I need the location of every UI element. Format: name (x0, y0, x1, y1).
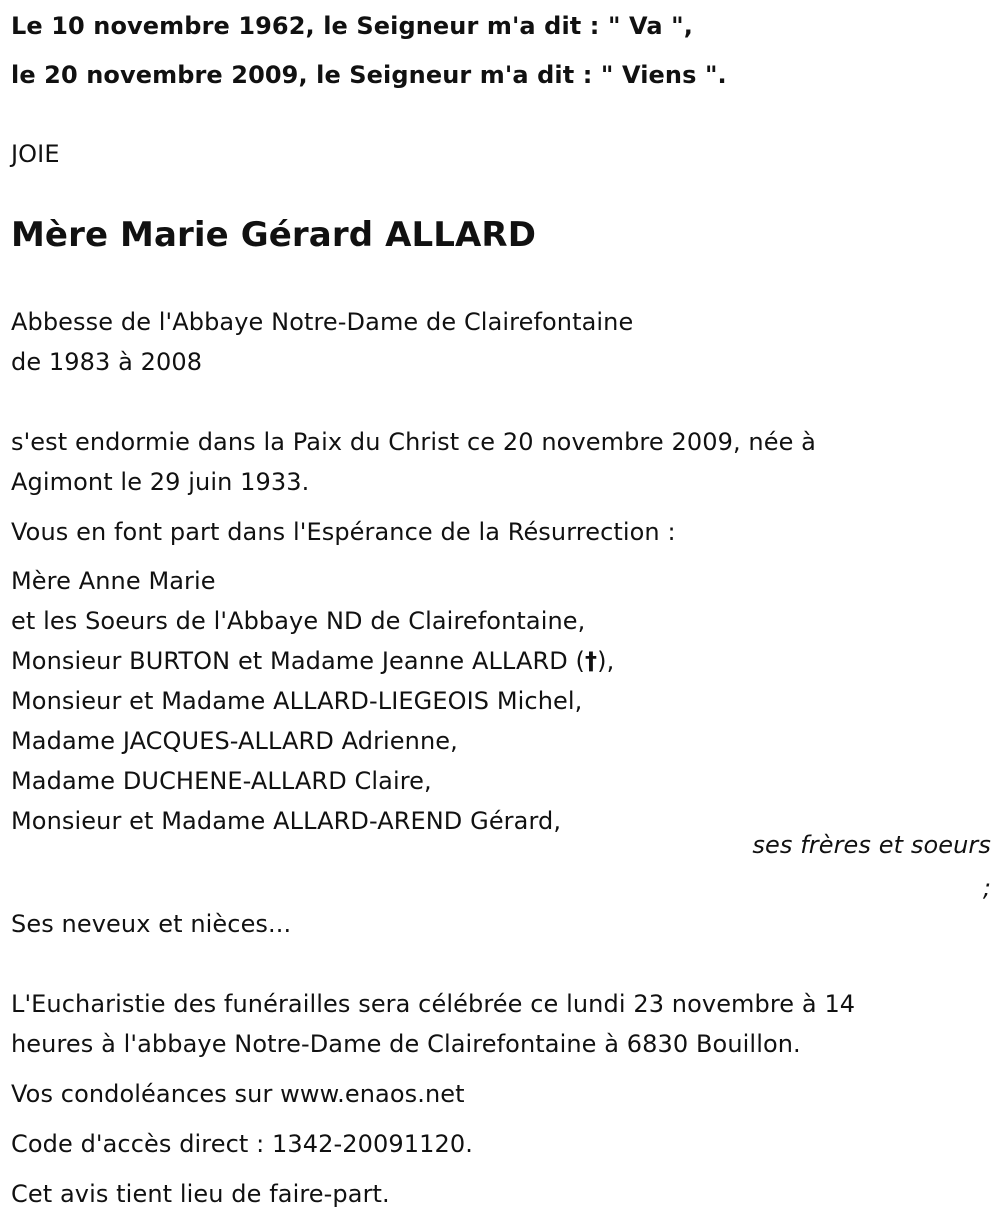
closing-line: Cet avis tient lieu de faire-part. (11, 1180, 390, 1208)
motto: JOIE (11, 140, 60, 168)
family-item-text: Monsieur BURTON et Madame Jeanne ALLARD ( (11, 647, 586, 675)
cross-icon: † (585, 647, 598, 675)
family-item: Mère Anne Marie (11, 567, 216, 595)
deceased-name: Mère Marie Gérard ALLARD (11, 215, 537, 255)
family-item-with-cross (11, 645, 614, 677)
header-line-2: le 20 novembre 2009, le Seigneur m'a dit : " Viens ". (11, 61, 727, 89)
family-item: Monsieur et Madame ALLARD-AREND Gérard, (11, 807, 562, 835)
role-line-2: de 1983 à 2008 (11, 348, 203, 376)
nephews-line: Ses neveux et nièces... (11, 910, 292, 938)
death-notice-line-2: Agimont le 29 juin 1933. (11, 468, 310, 496)
relation-end: ; (982, 874, 991, 902)
header-line-1: Le 10 novembre 1962, le Seigneur m'a dit : " Va ", (11, 12, 693, 40)
announcement: Vous en font part dans l'Espérance de la Résurrection : (11, 518, 676, 546)
access-code-line: Code d'accès direct : 1342-20091120. (11, 1130, 473, 1158)
relation-label: ses frères et soeurs (752, 831, 991, 859)
family-item: Monsieur et Madame ALLARD-LIEGEOIS Michel, (11, 687, 583, 715)
role-line-1: Abbesse de l'Abbaye Notre-Dame de Clairefontaine (11, 308, 634, 336)
death-notice-line-1: s'est endormie dans la Paix du Christ ce 20 novembre 2009, née à (11, 428, 816, 456)
family-item: Madame DUCHENE-ALLARD Claire, (11, 767, 432, 795)
funeral-line-1: L'Eucharistie des funérailles sera célébrée ce lundi 23 novembre à 14 (11, 990, 856, 1018)
condolences-line: Vos condoléances sur www.enaos.net (11, 1080, 465, 1108)
family-item-suffix: ), (597, 647, 615, 675)
family-item: et les Soeurs de l'Abbaye ND de Clairefontaine, (11, 607, 586, 635)
funeral-line-2: heures à l'abbaye Notre-Dame de Clairefontaine à 6830 Bouillon. (11, 1030, 801, 1058)
family-item: Madame JACQUES-ALLARD Adrienne, (11, 727, 458, 755)
